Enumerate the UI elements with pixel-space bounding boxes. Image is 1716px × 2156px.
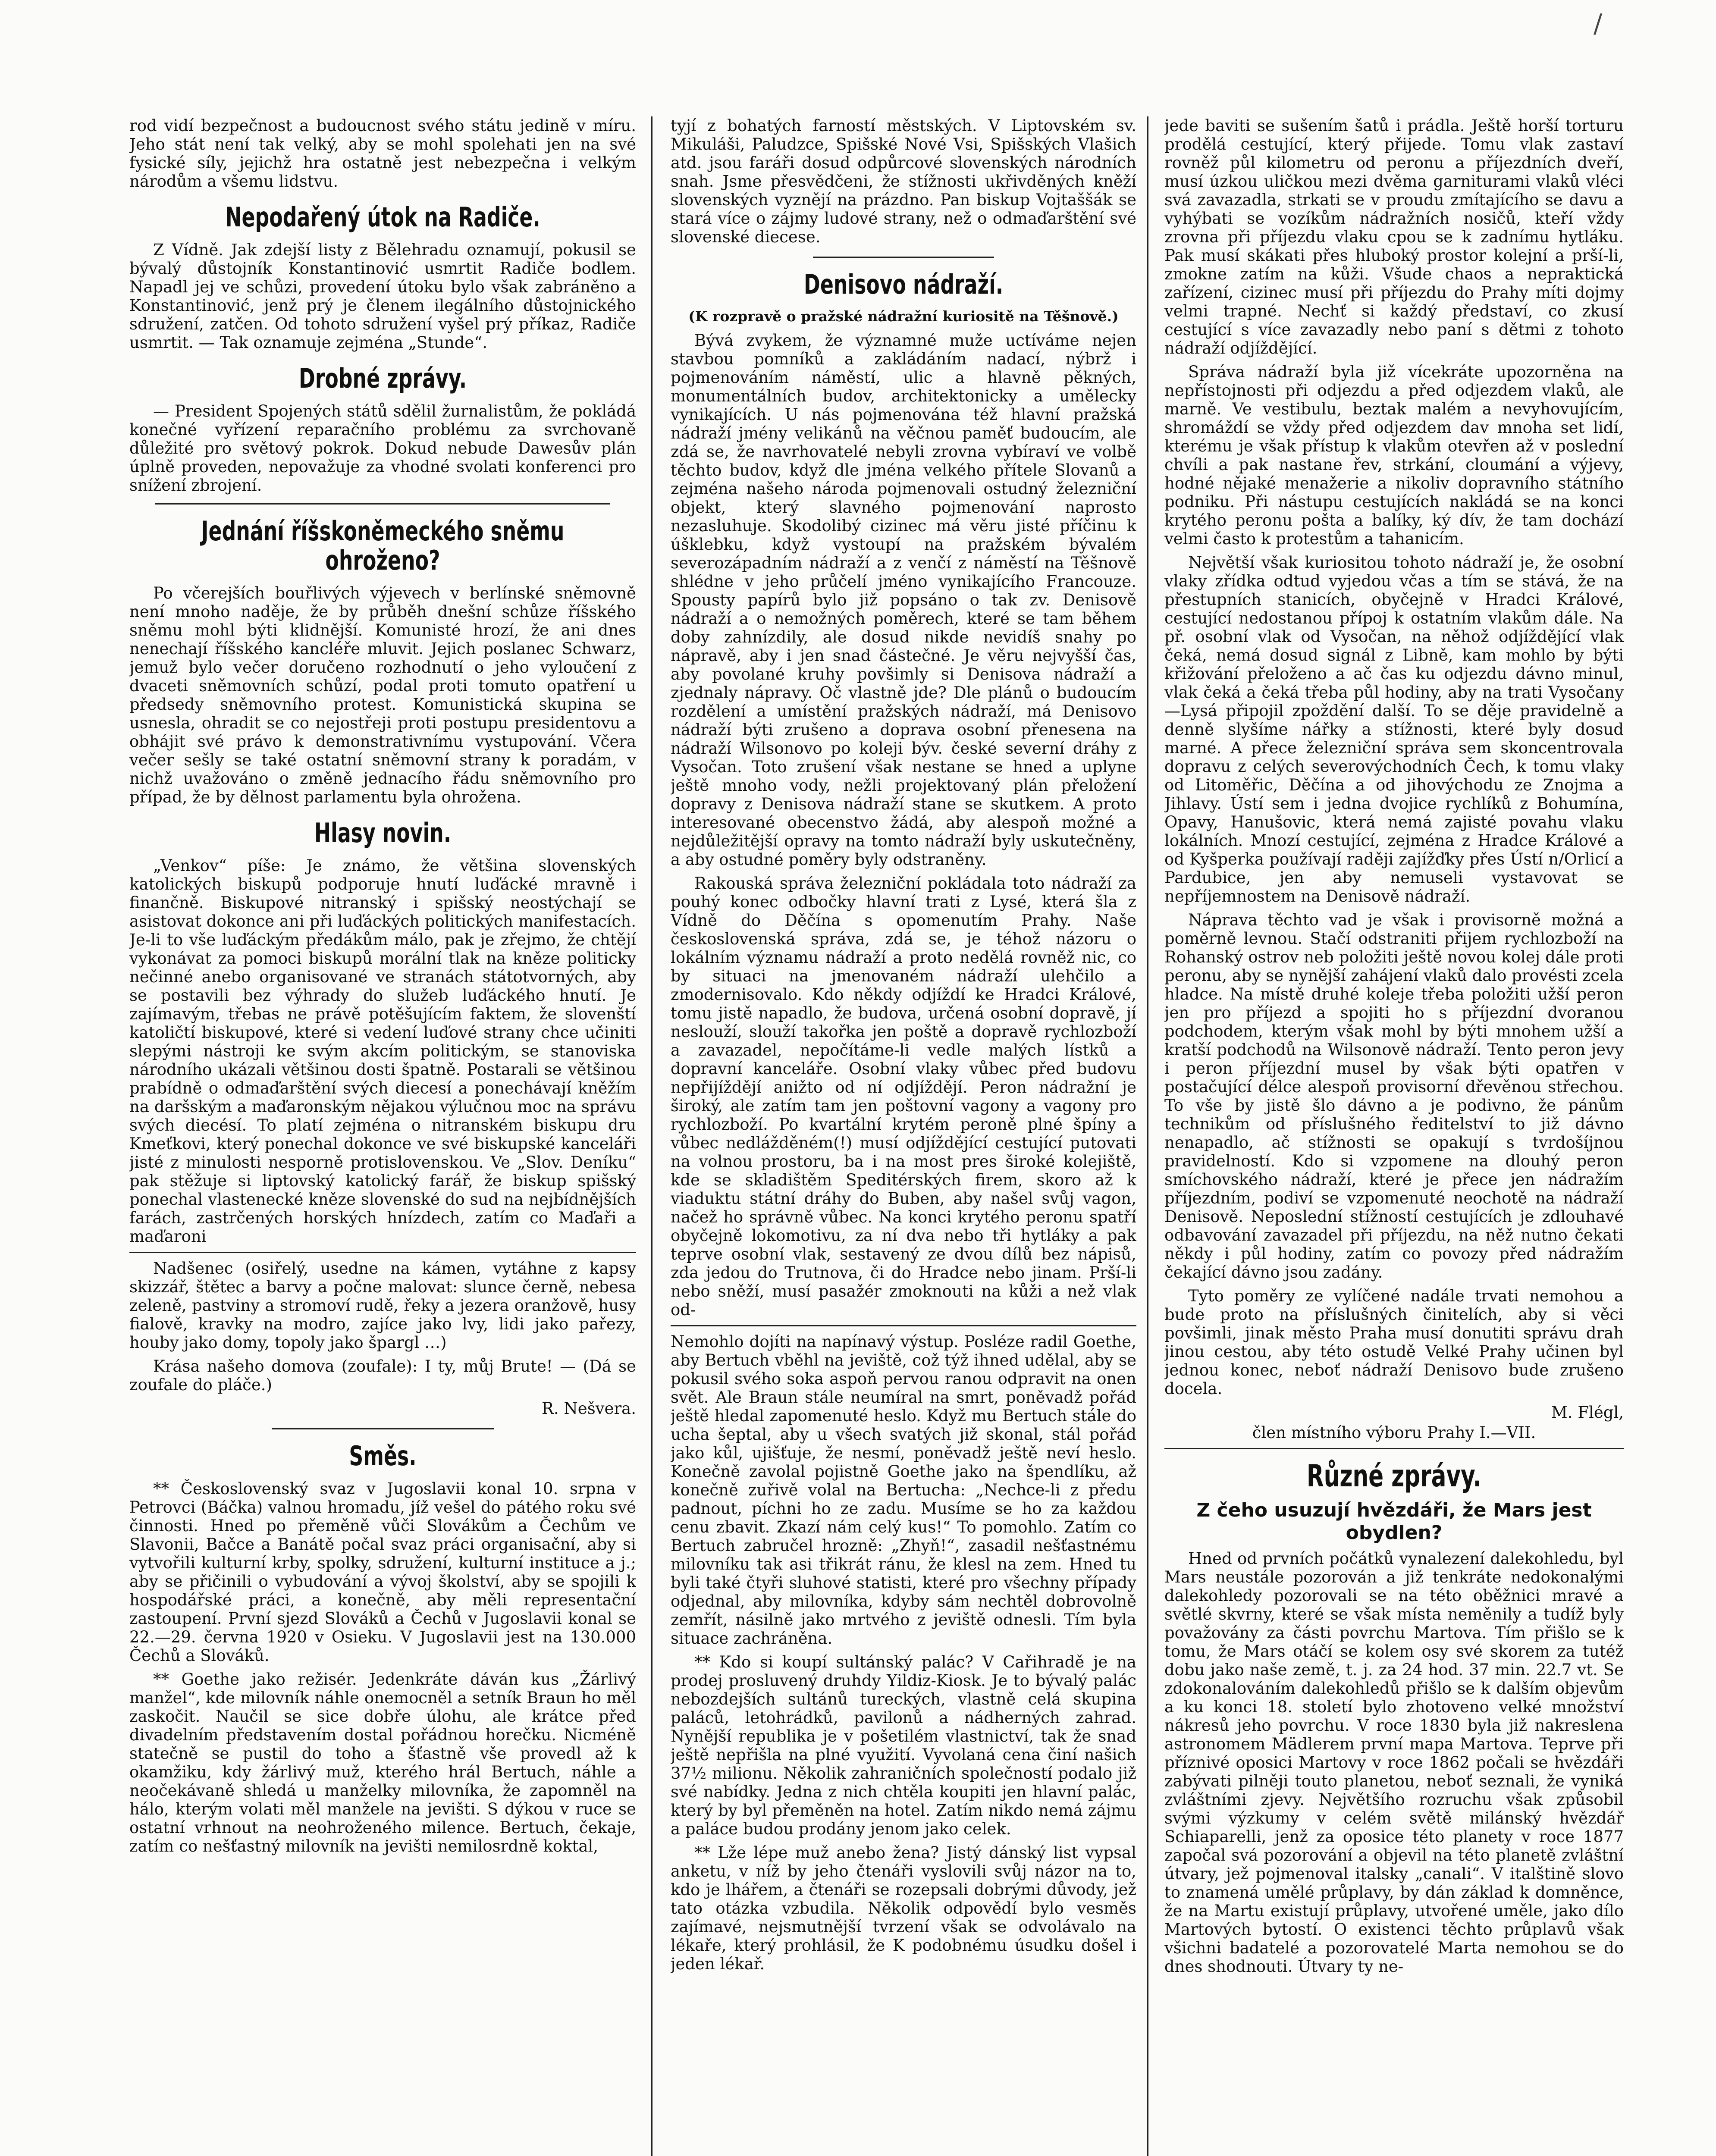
headline-smes: Směs. <box>349 1440 417 1472</box>
article-sprava-nadrazi: Správa nádraží byla již vícekráte upozorněna na nepřístojnosti při odjezdu a před odjezdem vlaků, ale marně. Ve vestibulu, beztak malém a nevyhovujícím, shromáždí se vždy před odjezdem dav mnoha set lidí, kterému je však přístup k vlakům otevřen až v poslední chvíli a pak nastane řev, strkání, cloumání a výjevy, hodné nějaké menažerie a nikoliv dopravního státního podniku. Při nástupu cestujících nakládá se na konci krytého peronu pošta a balíky, ký dív, že tam dochází velmi často k protestům a tahanicím. <box>1164 363 1624 548</box>
headline-denisovo-nadrazi: Denisovo nádraží. <box>803 269 1004 300</box>
divider <box>813 257 994 258</box>
column-rule-2 <box>1147 116 1148 2156</box>
continuation-paragraph: tyjí z bohatých farností městských. V Liptovském sv. Mikuláši, Paludzce, Spišské Nové Vsi, Spišských Vlašich atd. jsou faráři dosud odpůrcové slovenských národních snah. Jsme přesvědčeni, že stížnosti ukřivděných kněží slovenských vyznějí na prázdno. Pan biskup Vojtaššák se stará více o zájmy ludové strany, než o odmaďarštění své slovenské diecese. <box>671 116 1136 246</box>
article-lze-lepe: ** Lže lépe muž anebo žena? Jistý dánský list vypsal anketu, v níž by jeho čtenáři vyslovili svůj názor na to, kdo je lhářem, a čtenáři se rozepsali dobrými důvody, jež tato otázka vzbudila. Několik odpovědí bylo vesměs zajímavé, nejsmutnější tvrzení však se odvolávalo na lékaře, který prohlásil, že K podobnému úsudku došel i jeden lékař. <box>671 1843 1136 1973</box>
signature-nesvera: R. Nešvera. <box>542 1399 636 1418</box>
article-mars: Hned od prvních počátků vynalezení dalekohledu, byl Mars neustále pozorován a již tenkráte nedokonalými dalekohledy pozorovali se na této oběžnici mravé a světlé skvrny, které se však místa neměnily a tudíž byly považovány za části povrchu Martova. Tím přišlo se k tomu, že Mars otáčí se kolem osy své skorem za tutéž dobu jako naše země, t. j. za 24 hod. 37 min. 22.7 vt. Se zdokonalováním dalekohledů přišlo se k dalším objevům a ku konci 18. století bylo zhotoveno velké množství nákresů jeho povrchu. V roce 1830 byla již nakreslena astronomem Mädlerem první mapa Martova. Teprve při příznivé oposici Martovy v roce 1862 počali se hvězdáři zabývati pilněji touto planetou, neboť seznali, že vyniká zvláštními zjevy. Největšího rozruchu však způsobil svými výzkumy v celém světě milánský hvězdář Schiaparelli, jenž za oposice této planety v roce 1877 započal svá pozorování a objevil na této planetě zvláštní útvary, jež pojmenoval italsky „canali“. V italštině slovo to znamená umělé průplavy, by dán základ k domněnce, že na Martu existují průplavy, utvořené uměle, jako dílo Martových bytostí. O existenci těchto průplavů však všichni badatelé a pozorovatelé Marta nemohou se do dnes shodnouti. Útvary ty ne- <box>1164 1549 1624 1976</box>
divider <box>129 1252 636 1253</box>
headline-mars: Z čeho usuzují hvězdáři, že Mars jest obydlen? <box>1196 1499 1592 1544</box>
article-sultan-palace: ** Kdo si koupí sultánský palác? V Cařihradě je na prodej prosluvený druhdy Yildiz-Kiosk. Je to bývalý palác nebozdejších sultánů tureckých, vlastně celá skupina paláců, letohrádků, pavilonů a nádherných zahrad. Nynější republika je v pošetilém vlastnictví, tak že snad ještě nepřišla na plné využití. Vyvolaná cena činí našich 37½ milionu. Několik zahraničních společností podalo již své nabídky. Jedna z nich chtěla koupiti jen hlavní palác, který by byl přeměněn na hotel. Zatím nikdo nemá zájmu a paláce budou prodány jenom jako celek. <box>671 1653 1136 1838</box>
headline-radic: Nepodařený útok na Radiče. <box>225 201 540 233</box>
article-cs-svaz: ** Československý svaz v Jugoslavii konal 10. srpna v Petrovci (Báčka) valnou hromadu, jíž vešel do pátého roku své činnosti. Hned po přeměně vůči Slovákům a Čechům ve Slavonii, Bačce a Banátě počal svaz práci organisační, aby si vytvořili kulturní krby, spolky, sdružení, kulturní instituce a j.; aby se přičinili o vybudování a vývoj školství, aby se spojili k hospodářské práci, a konečně, aby měli representační zastoupení. První sjezd Slováků a Čechů v Jugoslavii konal se 22.—29. června 1920 v Osieku. V Jugoslavii jest na 130.000 Čechů a Slováků. <box>129 1479 636 1665</box>
feuilleton-krasa: Krása našeho domova (zoufale): I ty, můj Brute! — (Dá se zoufale do pláče.) <box>129 1357 636 1394</box>
subheadline-denisovo: (K rozpravě o pražské nádražní kuriositě na Těšnově.) <box>688 308 1119 325</box>
article-denisovo-continued: jede baviti se sušením šatů i prádla. Ještě horší torturu prodělá cestující, který přijede. Tomu vlak zastaví rovněž půl kilometru od peronu a příjezdních dveří, musí úzkou uličkou mezi dvěma garniturami vlaků vléci svá zavazadla, strkati se v proudu zmítajícího se davu a vyhýbati se vozíkům nádražních nosičů, kteří vždy zrovna při příjezdu vlaku cpou se k zadnímu hytláku. Pak musí skákati přes hluboký prostor kolejní a prší-li, zmokne zatím na kůži. Všude chaos a nepraktická zařízení, cizinec musí při příjezdu do Prahy míti dojmy velmi trapné. Nechť si každý představí, co zkusí cestující s více zavazadly nebo paní s dětmi z tohoto nádraží odjíždějící. <box>1164 116 1624 357</box>
signature-flegl: M. Flégl, <box>1551 1403 1624 1422</box>
article-drobne-zpravy: — President Spojených států sdělil žurnalistům, že pokládá konečné vyřízení reparačního problému za svrchovaně důležité pro světový pokrok. Dokud nebude Dawesův plán úplně proveden, nepovažuje za vhodné svolati konferenci pro snížení zbrojení. <box>129 402 636 495</box>
divider <box>671 1325 1136 1326</box>
article-hlasy-novin: „Venkov“ píše: Je známo, že většina slovenských katolických biskupů podporuje hnutí luďácké mravně i finančně. Biskupové nitranský i spišský neostýchají se asistovat dokonce ani při luďáckých politických manifestacích. Je-li to vše luďáckým předákům málo, pak je zřejmo, že chtějí vykonávat za pomoci biskupů morální tlak na kněze politicky nečinné anebo organisované ve stranách státotvorných, aby se postavili bez výhrady do služeb luďáckého hnutí. Je zajímavým, třebas ne právě potěšujícím faktem, že slovenští katoličtí biskupové, které si vedení luďové strany chce učiniti slepými nástroji ke svým akcím politickým, se stanoviska národního ukázali většinou dosti špatně. Postarali se většinou prabídně o odmaďarštění svých diecesí a ponechávají kněžím na daršským a maďaronským nějakou výlučnou moc na správu svých diecésí. To platí zejména o nitranském biskupu dru Kmeťkovi, který ponechal dokonce ve své biskupské kanceláři jisté z minulosti nesporně protislovenskou. Ve „Slov. Deníku“ pak stěžuje si liptovský katolický farář, že biskup spišský ponechal vlastenecké kněze slovenské do sud na nejbídnějších farách, zastrčených horských hnízdech, zatím co Maďaři a maďaroni <box>129 856 636 1246</box>
article-denisovo-1: Bývá zvykem, že významné muže uctíváme nejen stavbou pomníků a zakládáním nadací, nýbrž i pojmenováním náměstí, ulic a hlavně pěkných, monumentálních budov, architektonicky a umělecky vynikajících. U nás pojmenována též hlavní pražská nádraží jmény velikánů na věčnou paměť budoucím, ale zdá se, že navrhovatelé nebyli zrovna vybíraví ve volbě těchto budov, když dle jména velkého přítele Slovanů a zejména našeho národa pojmenovali ostudný železniční objekt, který slavného pojmenování naprosto nezasluhuje. Skodolibý cizinec má věru jisté příčinu k úšklebku, když vystoupí na pražském bývalém severozápadním nádraží a z venčí z náměstí na Těšnově shlédne v jeho průčelí jméno vynikajícího Francouze. Spousty papírů bylo již popsáno o tak zv. Denisově nádraží a o nemožných poměrech, které se tam během doby zahnízdily, ale dosud nikde nevidíš snahy po nápravě, aby i jen snad částečné. Je věru nejvyšší čas, aby povolané kruhy povšimly si Denisova nádraží a zjednaly nápravy. Oč vlastně jde? Dle plánů o budoucím rozdělení a umístění pražských nádraží, má Denisovo nádraží býti zrušeno a doprava osobní přenesena na nádraží Wilsonovo po koleji býv. české severní dráhy z Vysočan. Toto zrušení však nestane se hned a uplyne ještě mnoho vody, nežli projektovaný plán přeložení dopravy z Denisova nádraží stane se skutkem. A proto interesované obecenstvo žádá, aby alespoň možné a nejdůležitější opravy na tomto nádraží byly uskutečněny, a aby ostudné poměry byly odstraněny. <box>671 331 1136 869</box>
page-corner-mark: / <box>1594 9 1603 39</box>
column-3 <box>1164 116 1624 2156</box>
article-jednani: Po včerejších bouřlivých výjevech v berlínské sněmovně není mnoho naděje, že by průběh dnešní schůze říšského sněmu mohl býti klidnější. Komunisté hrozí, že ani dnes nenechají říšského kancléře mluvit. Jejich poslanec Schwarz, jemuž bylo večer doručeno rozhodnutí o jeho vyloučení z dvaceti sněmovních schůzí, podal proti tomuto opatření u předsedy sněmovního protest. Komunistická skupina se usnesla, ohradit se co nejostřeji proti postupu presidentovu a obhájit své právo k demonstrativnímu vystupování. Včera večer sešly se také ostatní sněmovní strany k poradám, v nichž uvažováno o změně jednacího řádu sněmovního pro případ, že by dělnost parlamentu byla ohrožena. <box>129 584 636 806</box>
article-radic: Z Vídně. Jak zdejší listy z Bělehradu oznamují, pokusil se bývalý důstojník Konstantinović usmrtit Radiče bodlem. Napadl jej ve schůzi, provedení útoku bylo však zabráněno a Konstantinović, jenž prý je členem ilegálního důstojnického sdružení, zatčen. Od tohoto sdružení vyšel prý příkaz, Radiče usmrtit. — Tak oznamuje zejména „Stunde“. <box>129 241 636 352</box>
article-nejvetsi-kuriosita: Největší však kuriositou tohoto nádraží je, že osobní vlaky zřídka odtud vyjedou včas a tím se stává, že na přestupních stanicích, obyčejně v Hradci Králové, cestující nedostanou přípoj k ostatním vlakům dále. Na př. osobní vlak od Vysočan, na něhož odjíždějící vlak čeká, nemá dosud signál z Libně, kam mohlo by býti křižování přeloženo a ač čas ku odjezdu dávno minul, vlak čeká a čeká třeba půl hodiny, aby na trati Vysočany—Lysá připojil zpoždění další. To se děje pravidelně a denně slyšíme nářky a stížnosti, které byly dosud marné. A přece železniční správa sem skoncentrovala dopravu z celých severovýchodních Čech, k tomu vlaky od Litoměřic, Děčína a od jihovýchodu ze Znojma a Jihlavy. Ústí sem i jedna dvojice rychlíků z Bohumína, Opavy, Hanušovic, která nemá zajisté povahu vlaku lokálních. Mnozí cestující, zejména z Hradce Králové a od Kyšperka používají raději zajížďky přes Ústí n/Orlicí a Pardubice, jen aby nemuseli vystavovat se nepříjemnostem na Denisově nádraží. <box>1164 553 1624 906</box>
headline-hlasy-novin: Hlasy novin. <box>314 817 452 849</box>
article-tyto-pomery: Tyto poměry ze vylíčené nadále trvati nemohou a bude proto na příslušných činitelích, aby si věci povšimli, jinak město Praha musí donutiti správu drah jinou cestou, aby této ostudě Velké Prahy učinen byl jednou konec, neboť nádraží Denisovo bude zrušeno docela. <box>1164 1287 1624 1398</box>
column-rule-1 <box>651 116 653 2156</box>
headline-jednani: Jednání říšskoněmeckého sněmu ohroženo? <box>201 515 565 576</box>
article-goethe-continued: Nemohlo dojíti na napínavý výstup. Posléze radil Goethe, aby Bertuch vběhl na jeviště, což týž ihned udělal, aby se pokusil svého soka aspoň pervou ranou odpravit na onen svět. Ale Braun stále neumíral na smrt, poněvadž pořád ještě hledal zapomenuté heslo. Když mu Bertuch stále do ucha šeptal, aby u všech svatých již skonal, stál pořád jako kůl, ujišťuje, že nesmí, poněvadž ještě neví heslo. Konečně zavolal pojistně Goethe jako na špendlíku, až konečně zuřivě volal na Bertucha: „Nechce-li z předu padnout, píchni ho ze zadu. Musíme se ho za každou cenu zbavit. Zkazí nám celý kus!“ To pomohlo. Zatím co Bertuch zabručel hrozně: „Zhyň!“, zasadil nešťastnému milovníku tak asi třikrát ránu, že klesl na zem. Hned tu byli také čtyři sluhové statisti, které pro všechny případy odjednal, aby milovníka, kdyby sám nechtěl dobrovolně zemřít, násilně jako mrtvého z jeviště odnesli. Tím byla situace zachráněna. <box>671 1332 1136 1648</box>
headline-ruzne-zpravy: Různé zprávy. <box>1306 1458 1482 1494</box>
article-naprava: Náprava těchto vad je však i provisorně možná a poměrně levnou. Stačí odstraniti přijem rychlozboží na Rohanský ostrov neb položiti ještě novou kolej dále proti peronu, aby se nynější zahájení vlaků dalo provésti zcela hladce. Na místě druhé koleje třeba položiti užší peron jen pro příjezd a spojiti ho s příjezdní dvoranou podchodem, kterým však mohl by býti mnohem užší a kratší podchodů na Wilsonově nádraží. Tento peron jevy i peron příjezdní musel by však býti opatřen v postačující délce alespoň provisorní dřevěnou střechou. To vše by jistě šlo dávno a je podivno, že pánům technikům od příslušného ředitelství to již dávno nenapadlo, ač stížnosti se opakují s tvrdošíjnou pravidelností. Kdo si vzpomene na dlouhý peron smíchovského nádraží, které je přece jen nádražím příjezdním, podiví se vzpomenuté neochotě na nádraží Denisově. Neposlední stížností cestujících je zdlouhavé odbavování zavazadel při příjezdu, na něž nutno čekati někdy i půl hodiny, zatím co povozy před nádražím čekající dávno jsou zadány. <box>1164 911 1624 1282</box>
article-goethe: ** Goethe jako režisér. Jedenkráte dáván kus „Žárlivý manžel“, kde milovník náhle onemocněl a setník Braun ho měl zaskočit. Naučil se sice dobře úlohu, ale krátce před divadelním představením dostal pořádnou horečku. Nicméně statečně se pustil do toho a šťastně vše provedl až k okamžiku, kdy žárlivý muž, kterého hrál Bertuch, náhle a neočekávaně shledá u manželky milovníka, že zapomněl na hálo, kterým volati měl manžele na jevišti. S dýkou v ruce se ostatní vrhnout na neohroženého milence. Bertuch, čekaje, zatím co nešťastný milovník na jevišti nemilosrdně koktal, <box>129 1670 636 1855</box>
intro-paragraph: rod vidí bezpečnost a budoucnost svého státu jedině v míru. Jeho stát není tak velký, aby se mohl spolehati jen na své fysické síly, jejichž hra ostatně jest nebezpečna i velkým národům a všemu lidstvu. <box>129 116 636 191</box>
divider <box>272 1428 494 1429</box>
feuilleton-nadsenec: Nadšenec (osiřelý, usedne na kámen, vytáhne z kapsy skizzář, štětec a barvy a počne malovat: slunce černě, nebesa zeleně, pastviny a stromoví rudě, řeky a jezera oranžově, husy fialově, kravky na modro, zajíce jako lvy, lidi jako pařezy, houby jako domy, topoly jako špargl …) <box>129 1259 636 1352</box>
article-denisovo-2: Rakouská správa železniční pokládala toto nádraží za pouhý konec odbočky hlavní trati z Lysé, která šla z Vídně do Děčína s opomenutím Prahy. Naše československá správa, zdá se, je téhož názoru o lokálním významu nádraží a proto nedělá rovněž nic, co by situaci na jmenovaném nádraží ulehčilo a zmodernisovalo. Kdo někdy odjíždí ke Hradci Králové, tomu jistě napadlo, že budova, určená osobní dopravě, jí neslouží, slouží takořka jen poště a dopravě rychlozboží a zavazadel, nepočítáme-li vedle malých lístků a dopravní kanceláře. Osobní vlaky vůbec před budovu nepřijíždějí anižto od ní odjíždějí. Peron nádražní je široký, ale zatím tam jen poštovní vagony a vagony pro rychlozboží. Po kvartální krytém peroně plné špíny a vůbec nedlážděném(!) musí odjíždějící cestující putovati na volnou prostoru, ba i na most pres široké kolejiště, kde se skladištěm Speditérských firem, skoro až k viaduktu státní dráhy do Buben, aby našel svůj vagon, načež ho správně vůbec. Na konci krytého peronu spatří obyčejně lokomotivu, za ní dva nebo tři hytláky a pak teprve osobní vlak, sestavený ze dvou dílů bez nápisů, zda jedou do Trutnova, či do Hradce nebo jinam. Prší-li nebo sněží, musí pasažér zmoknouti na kůži a než vlak od- <box>671 874 1136 1319</box>
column-2 <box>671 116 1136 2156</box>
column-1 <box>129 116 636 2156</box>
divider <box>155 503 610 505</box>
headline-drobne-zpravy: Drobné zprávy. <box>298 363 467 394</box>
divider <box>1164 1448 1624 1449</box>
signature-flegl-title: člen místního výboru Prahy I.—VII. <box>1252 1423 1536 1442</box>
